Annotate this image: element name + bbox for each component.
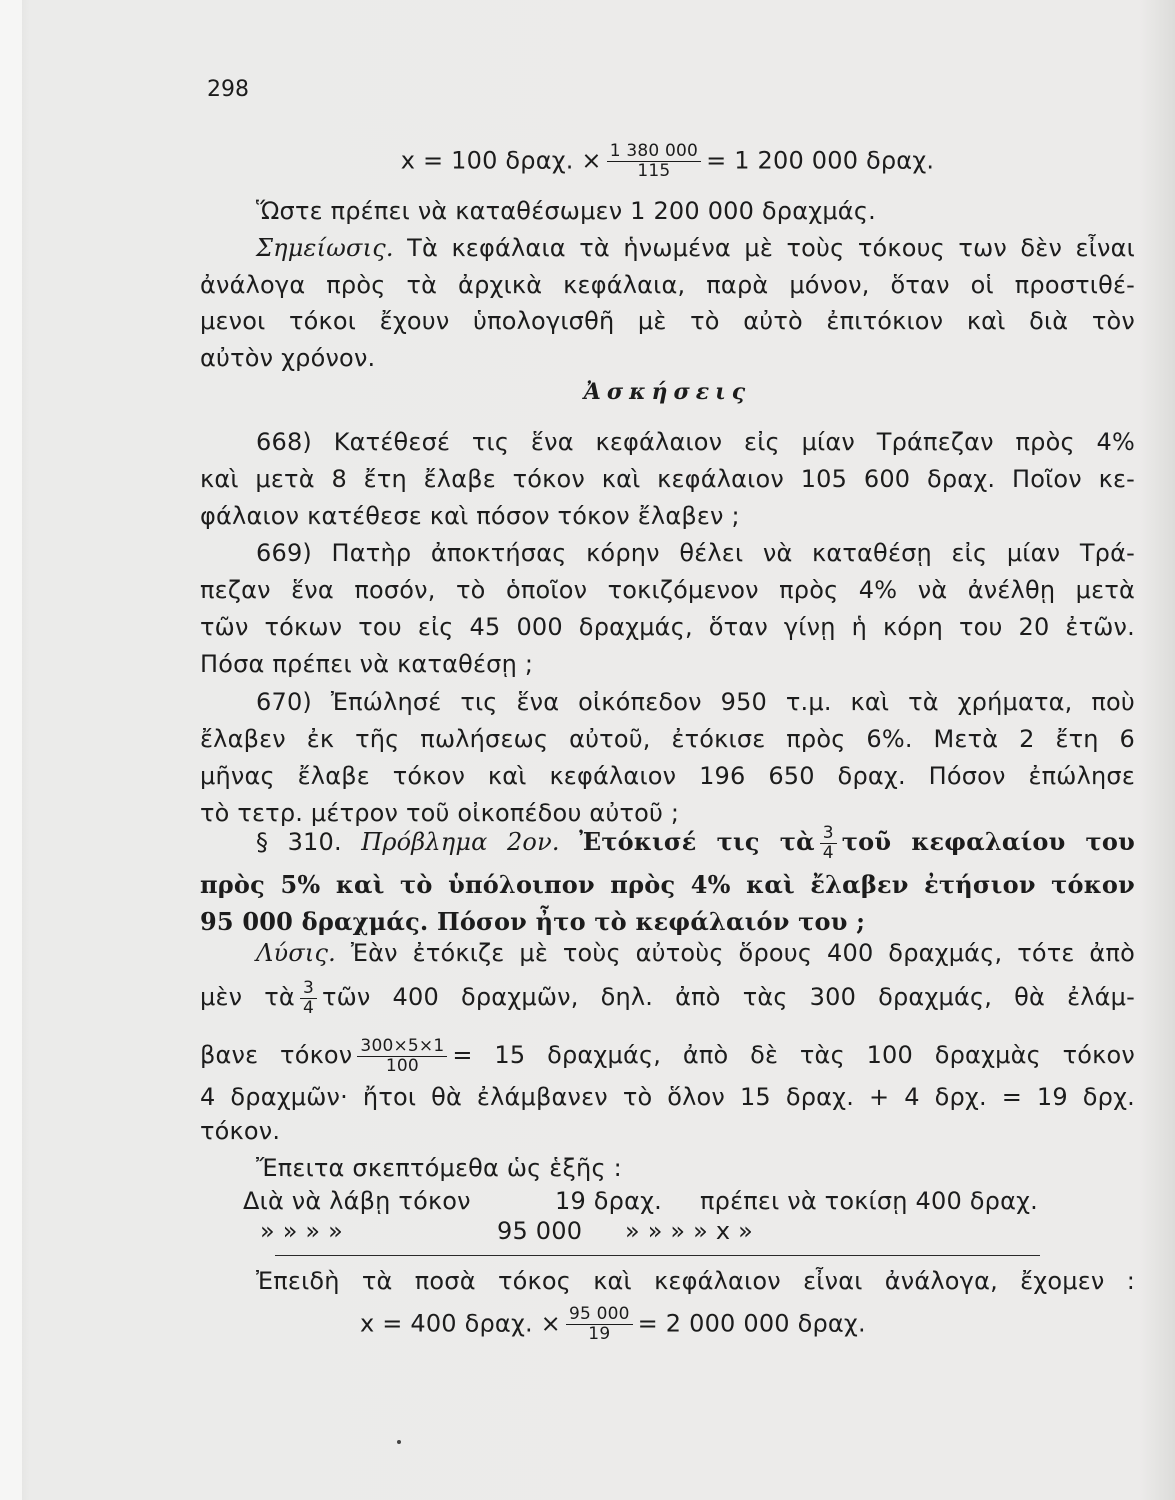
exercise-670-line-3: μῆνας ἔλαβε τόκον καὶ κεφάλαιον 196 650 δραχ. Πόσον ἐπώλησε — [200, 762, 1135, 790]
exercises-heading: Ἀσκήσεις — [583, 379, 752, 405]
solution-text-2b: τῶν 400 δραχμῶν, δηλ. ἀπὸ τὰς 300 δραχμάς, θὰ ἐλάμ- — [321, 983, 1135, 1011]
page-number: 298 — [207, 77, 249, 102]
fraction-denominator: 4 — [822, 842, 834, 863]
exercise-668-line-2: καὶ μετὰ 8 ἔτη ἔλαβε τόκον καὶ κεφάλαιον 105 600 δραχ. Ποῖον κε- — [200, 465, 1135, 493]
solution-line-1 — [200, 935, 1135, 972]
fraction-numerator: 300×5×1 — [357, 1037, 447, 1057]
note-text-1: Τὰ κεφάλαια τὰ ἡνωμένα μὲ τοὺς τόκους των δὲν εἶναι — [407, 234, 1135, 262]
note-line-1 — [200, 230, 1135, 267]
table-r2-c3: » » » » x » — [625, 1217, 753, 1245]
note-line-3: μενοι τόκοι ἔχουν ὑπολογισθῆ μὲ τὸ αὐτὸ ἐπιτόκιον καὶ διὰ τὸν — [200, 307, 1135, 335]
equation-2-fraction — [566, 1305, 633, 1344]
fraction-numerator: 1 380 000 — [607, 142, 701, 162]
exercise-670-line-2: ἔλαβεν ἐκ τῆς πωλήσεως αὐτοῦ, ἐτόκισε πρὸς 6%. Μετὰ 2 ἔτη 6 — [200, 725, 1135, 753]
solution-text-3a: βανε τόκον — [200, 1041, 353, 1069]
paragraph-conclusion: Ὥστε πρέπει νὰ καταθέσωμεν 1 200 000 δραχμάς. — [256, 197, 876, 225]
fraction-numerator: 3 — [300, 979, 317, 999]
table-r1-c1: Διὰ νὰ λάβῃ τόκον — [243, 1187, 471, 1215]
equation-2-lhs: x = 400 δραχ. × — [360, 1309, 561, 1338]
exercise-668-line-1: 668) Κατέθεσέ τις ἕνα κεφάλαιον εἰς μίαν Τράπεζαν πρὸς 4% — [256, 428, 1135, 456]
final-paragraph: Ἐπειδὴ τὰ ποσὰ τόκος καὶ κεφάλαιον εἶναι ἀνάλογα, ἔχομεν : — [256, 1267, 1135, 1295]
problem-label: Πρόβλημα 2ον. — [361, 828, 560, 856]
section-310-line-1 — [200, 822, 1135, 863]
exercise-669-line-4: Πόσα πρέπει νὰ καταθέσῃ ; — [200, 650, 534, 678]
solution-fraction-1 — [300, 979, 317, 1018]
exercise-670-line-4: τὸ τετρ. μέτρον τοῦ οἰκοπέδου αὐτοῦ ; — [200, 799, 680, 827]
exercise-668-line-3: φάλαιον κατέθεσε καὶ πόσον τόκον ἔλαβεν ; — [200, 502, 740, 530]
table-r1-c3: πρέπει νὰ τοκίσῃ 400 δραχ. — [700, 1187, 1039, 1215]
section-310-line-2: πρὸς 5% καὶ τὸ ὑπόλοιπον πρὸς 4% καὶ ἔλαβεν ἐτήσιον τόκον — [200, 870, 1135, 899]
equation-1-fraction — [607, 142, 701, 181]
solution-line-4: 4 δραχμῶν· ἤτοι θὰ ἐλάμβανεν τὸ ὅλον 15 δραχ. + 4 δρχ. = 19 δρχ. — [200, 1083, 1135, 1111]
equation-2-rhs: = 2 000 000 δραχ. — [637, 1309, 866, 1338]
equation-1 — [200, 142, 1135, 181]
page-edge — [0, 0, 22, 1500]
solution-text-3b: = 15 δραχμάς, ἀπὸ δὲ τὰς 100 δραχμὰς τόκον — [452, 1041, 1136, 1069]
exercise-670-line-1: 670) Ἐπώλησέ τις ἕνα οἰκόπεδον 950 τ.μ. καὶ τὰ χρήματα, ποὺ — [256, 688, 1135, 716]
exercise-669-line-3: τῶν τόκων του εἰς 45 000 δραχμάς, ὅταν γίνῃ ἡ κόρη του 20 ἐτῶν. — [200, 613, 1135, 641]
equation-1-lhs: x = 100 δραχ. × — [400, 146, 602, 175]
fraction-denominator: 19 — [588, 1324, 611, 1344]
solution-line-3 — [200, 1033, 1135, 1077]
fraction-denominator: 100 — [385, 1055, 419, 1076]
note-line-2: ἀνάλογα πρὸς τὰ ἀρχικὰ κεφάλαια, παρὰ μόνον, ὅταν οἱ προστιθέ- — [200, 271, 1135, 299]
problem-fraction — [820, 824, 837, 863]
fraction-numerator: 95 000 — [566, 1305, 633, 1325]
equation-2 — [360, 1305, 866, 1344]
problem-text-1a: Ἐτόκισέ τις τὰ — [579, 827, 815, 856]
note-label: Σημείωσις. — [256, 234, 394, 262]
table-r1-c2: 19 δραχ. — [555, 1187, 662, 1215]
solution-fraction-2 — [357, 1037, 447, 1076]
exercise-669-line-1: 669) Πατὴρ ἀποκτήσας κόρην θέλει νὰ καταθέσῃ εἰς μίαν Τρά- — [256, 539, 1135, 567]
equation-1-rhs: = 1 200 000 δραχ. — [706, 146, 935, 175]
fraction-denominator: 4 — [302, 997, 314, 1018]
table-r2-c2: 95 000 — [497, 1217, 583, 1245]
table-rule — [275, 1255, 1040, 1256]
section-310-line-3: 95 000 δραχμάς. Πόσον ἦτο τὸ κεφάλαιόν του ; — [200, 907, 866, 936]
solution-label: Λύσις. — [256, 939, 336, 967]
section-sign: § 310. — [256, 828, 342, 856]
table-r2-c1: » » » » — [260, 1217, 344, 1245]
fraction-numerator: 3 — [820, 824, 837, 844]
solution-text-1: Ἐὰν ἐτόκιζε μὲ τοὺς αὐτοὺς ὅρους 400 δραχμάς, τότε ἀπὸ — [350, 939, 1135, 967]
note-line-4: αὐτὸν χρόνον. — [200, 344, 376, 372]
problem-text-1b: τοῦ κεφαλαίου του — [841, 827, 1135, 856]
solution-line-6: Ἔπειτα σκεπτόμεθα ὡς ἑξῆς : — [256, 1154, 622, 1182]
ink-speck — [397, 1440, 401, 1444]
solution-line-5: τόκον. — [200, 1117, 281, 1145]
solution-line-2 — [200, 975, 1135, 1019]
exercise-669-line-2: πεζαν ἕνα ποσόν, τὸ ὁποῖον τοκιζόμενον πρὸς 4% νὰ ἀνέλθῃ μετὰ — [200, 576, 1135, 604]
solution-text-2a: μὲν τὰ — [200, 983, 295, 1011]
fraction-denominator: 115 — [637, 161, 671, 181]
